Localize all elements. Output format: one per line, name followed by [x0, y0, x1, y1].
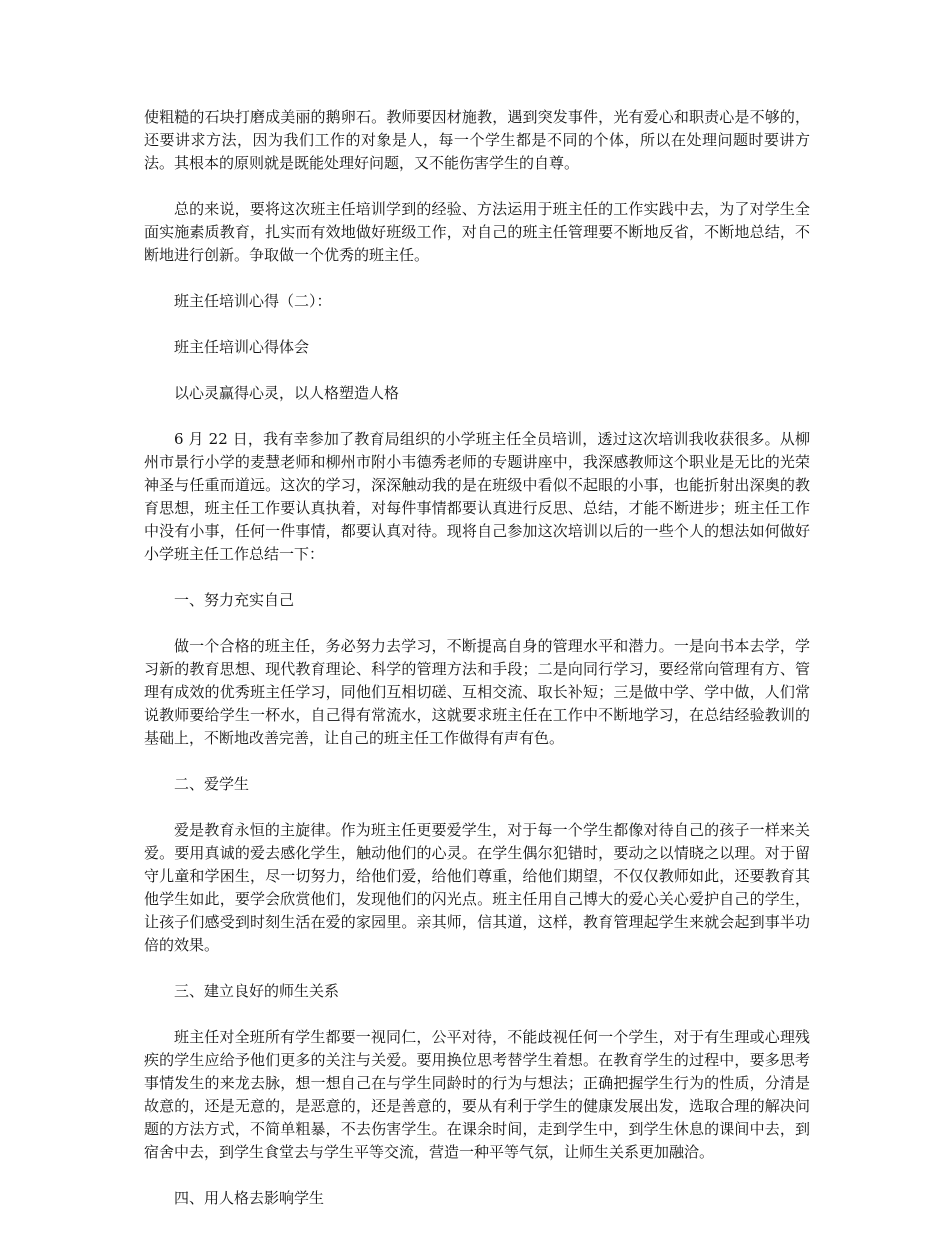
paragraph-continued: 使粗糙的石块打磨成美丽的鹅卵石。教师要因材施教，遇到突发事件，光有爱心和职责心是不够的，还要讲求方法，因为我们工作的对象是人，每一个学生都是不同的个体，所以在处理问题时要讲方法。其根本的原则就是既能处理好问题，又不能伤害学生的自尊。 [144, 108, 810, 172]
paragraph-intro: 6 月 22 日，我有幸参加了教育局组织的小学班主任全员培训，透过这次培训我收获很多。从柳州市景行小学的麦慧老师和柳州市附小韦德秀老师的专题讲座中，我深感教师这个职业是无比的光荣神圣与任重而道远。这次的学习，深深触动我的是在班级中看似不起眼的小事，也能折射出深奥的教育思想，班主任工作要认真执着，对每件事情都要认真进行反思、总结，才能不断进步；班主任工作中没有小事，任何一件事情，都要认真对待。现将自己参加这次培训以后的一些个人的想法如何做好小学班主任工作总结一下： [144, 430, 810, 563]
section-title: 班主任培训心得（二）： [174, 292, 332, 310]
paragraph-1: 做一个合格的班主任，务必努力去学习，不断提高自身的管理水平和潜力。一是向书本去学，学习新的教育思想、现代教育理论、科学的管理方法和手段；二是向同行学习，要经常向管理有方、管理有成效的优秀班主任学习，同他们互相切磋、互相交流、取长补短；三是做中学、学中做，人们常说教师要给学生一杯水，自己得有常流水，这就要求班主任在工作中不断地学习，在总结经验教训的基础上，不断地改善完善，让自己的班主任工作做得有声有色。 [144, 637, 810, 747]
paragraph-summary: 总的来说，要将这次班主任培训学到的经验、方法运用于班主任的工作实践中去，为了对学生全面实施素质教育，扎实而有效地做好班级工作，对自己的班主任管理要不断地反省，不断地总结，不断地进行创新。争取做一个优秀的班主任。 [144, 200, 810, 264]
paragraph-2: 爱是教育永恒的主旋律。作为班主任更要爱学生，对于每一个学生都像对待自己的孩子一样来关爱。要用真诚的爱去感化学生，触动他们的心灵。在学生偶尔犯错时，要动之以情晓之以理。对于留守儿童和学困生，尽一切努力，给他们爱，给他们尊重，给他们期望，不仅仅教师如此，还要教育其他学生如此，要学会欣赏他们，发现他们的闪光点。班主任用自己博大的爱心关心爱护自己的学生，让孩子们感受到时刻生活在爱的家园里。亲其师，信其道，这样，教育管理起学生来就会起到事半功倍的效果。 [144, 821, 810, 954]
heading-3: 三、建立良好的师生关系 [174, 982, 340, 1000]
heading-1: 一、努力充实自己 [174, 591, 295, 609]
section-motto: 以心灵赢得心灵，以人格塑造人格 [174, 384, 400, 402]
heading-2: 二、爱学生 [174, 775, 250, 793]
heading-4: 四、用人格去影响学生 [174, 1189, 325, 1207]
section-subtitle: 班主任培训心得体会 [174, 338, 310, 356]
paragraph-3: 班主任对全班所有学生都要一视同仁，公平对待，不能歧视任何一个学生，对于有生理或心理残疾的学生应给予他们更多的关注与关爱。要用换位思考替学生着想。在教育学生的过程中，要多思考事情发生的来龙去脉，想一想自己在与学生同龄时的行为与想法；正确把握学生行为的性质，分清是故意的，还是无意的，是恶意的，还是善意的，要从有利于学生的健康发展出发，选取合理的解决问题的方法方式，不简单粗暴，不去伤害学生。在课余时间，走到学生中，到学生休息的课间中去，到宿舍中去，到学生食堂去与学生平等交流，营造一种平等气氛，让师生关系更加融洽。 [144, 1028, 810, 1161]
document-body [144, 106, 810, 1233]
